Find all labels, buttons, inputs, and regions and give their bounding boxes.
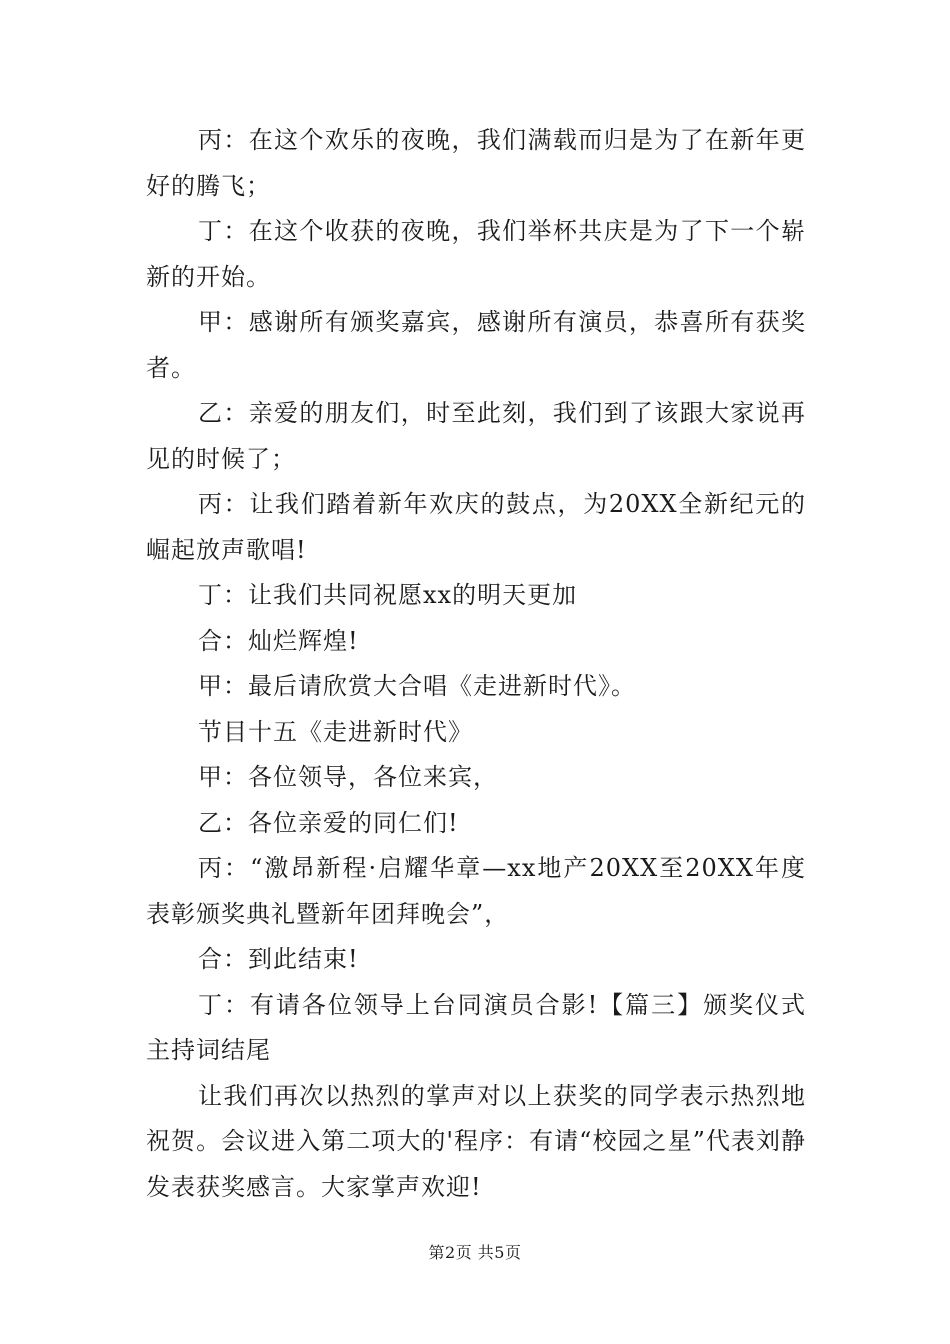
paragraph: 甲：各位领导，各位来宾， xyxy=(198,763,498,791)
paragraph: 让我们再次以热烈的掌声对以上获奖的同学表示热烈地祝贺。会议进入第二项大的'程序：有请“校园之星”代表刘静发表获奖感言。大家掌声欢迎! xyxy=(146,1081,806,1201)
paragraph: 丙：让我们踏着新年欢庆的鼓点，为20XX全新纪元的崛起放声歌唱! xyxy=(146,490,806,564)
page-number-footer: 第2页 共5页 xyxy=(428,1243,522,1262)
paragraph: 丁：让我们共同祝愿xx的明天更加 xyxy=(198,581,578,609)
paragraph: 甲：感谢所有颁奖嘉宾，感谢所有演员，恭喜所有获奖者。 xyxy=(146,308,806,382)
paragraph: 合：灿烂辉煌! xyxy=(198,626,359,655)
paragraph: 合：到此结束! xyxy=(198,945,359,973)
paragraph: 乙：各位亲爱的同仁们! xyxy=(198,808,459,837)
document-body xyxy=(146,118,806,1210)
paragraph: 节目十五《走进新时代》 xyxy=(198,717,473,746)
paragraph: 丙：“激昂新程·启耀华章—xx地产20XX至20XX年度表彰颁奖典礼暨新年团拜晚会”， xyxy=(146,854,806,928)
paragraph: 丙：在这个欢乐的夜晚，我们满载而归是为了在新年更好的腾飞； xyxy=(146,126,806,200)
paragraph: 丁：有请各位领导上台同演员合影!【篇三】颁奖仪式主持词结尾 xyxy=(146,990,806,1064)
paragraph: 甲：最后请欣赏大合唱《走进新时代》。 xyxy=(198,672,636,700)
paragraph: 丁：在这个收获的夜晚，我们举杯共庆是为了下一个崭新的开始。 xyxy=(146,217,806,291)
paragraph: 乙：亲爱的朋友们，时至此刻，我们到了该跟大家说再见的时候了； xyxy=(146,399,806,473)
